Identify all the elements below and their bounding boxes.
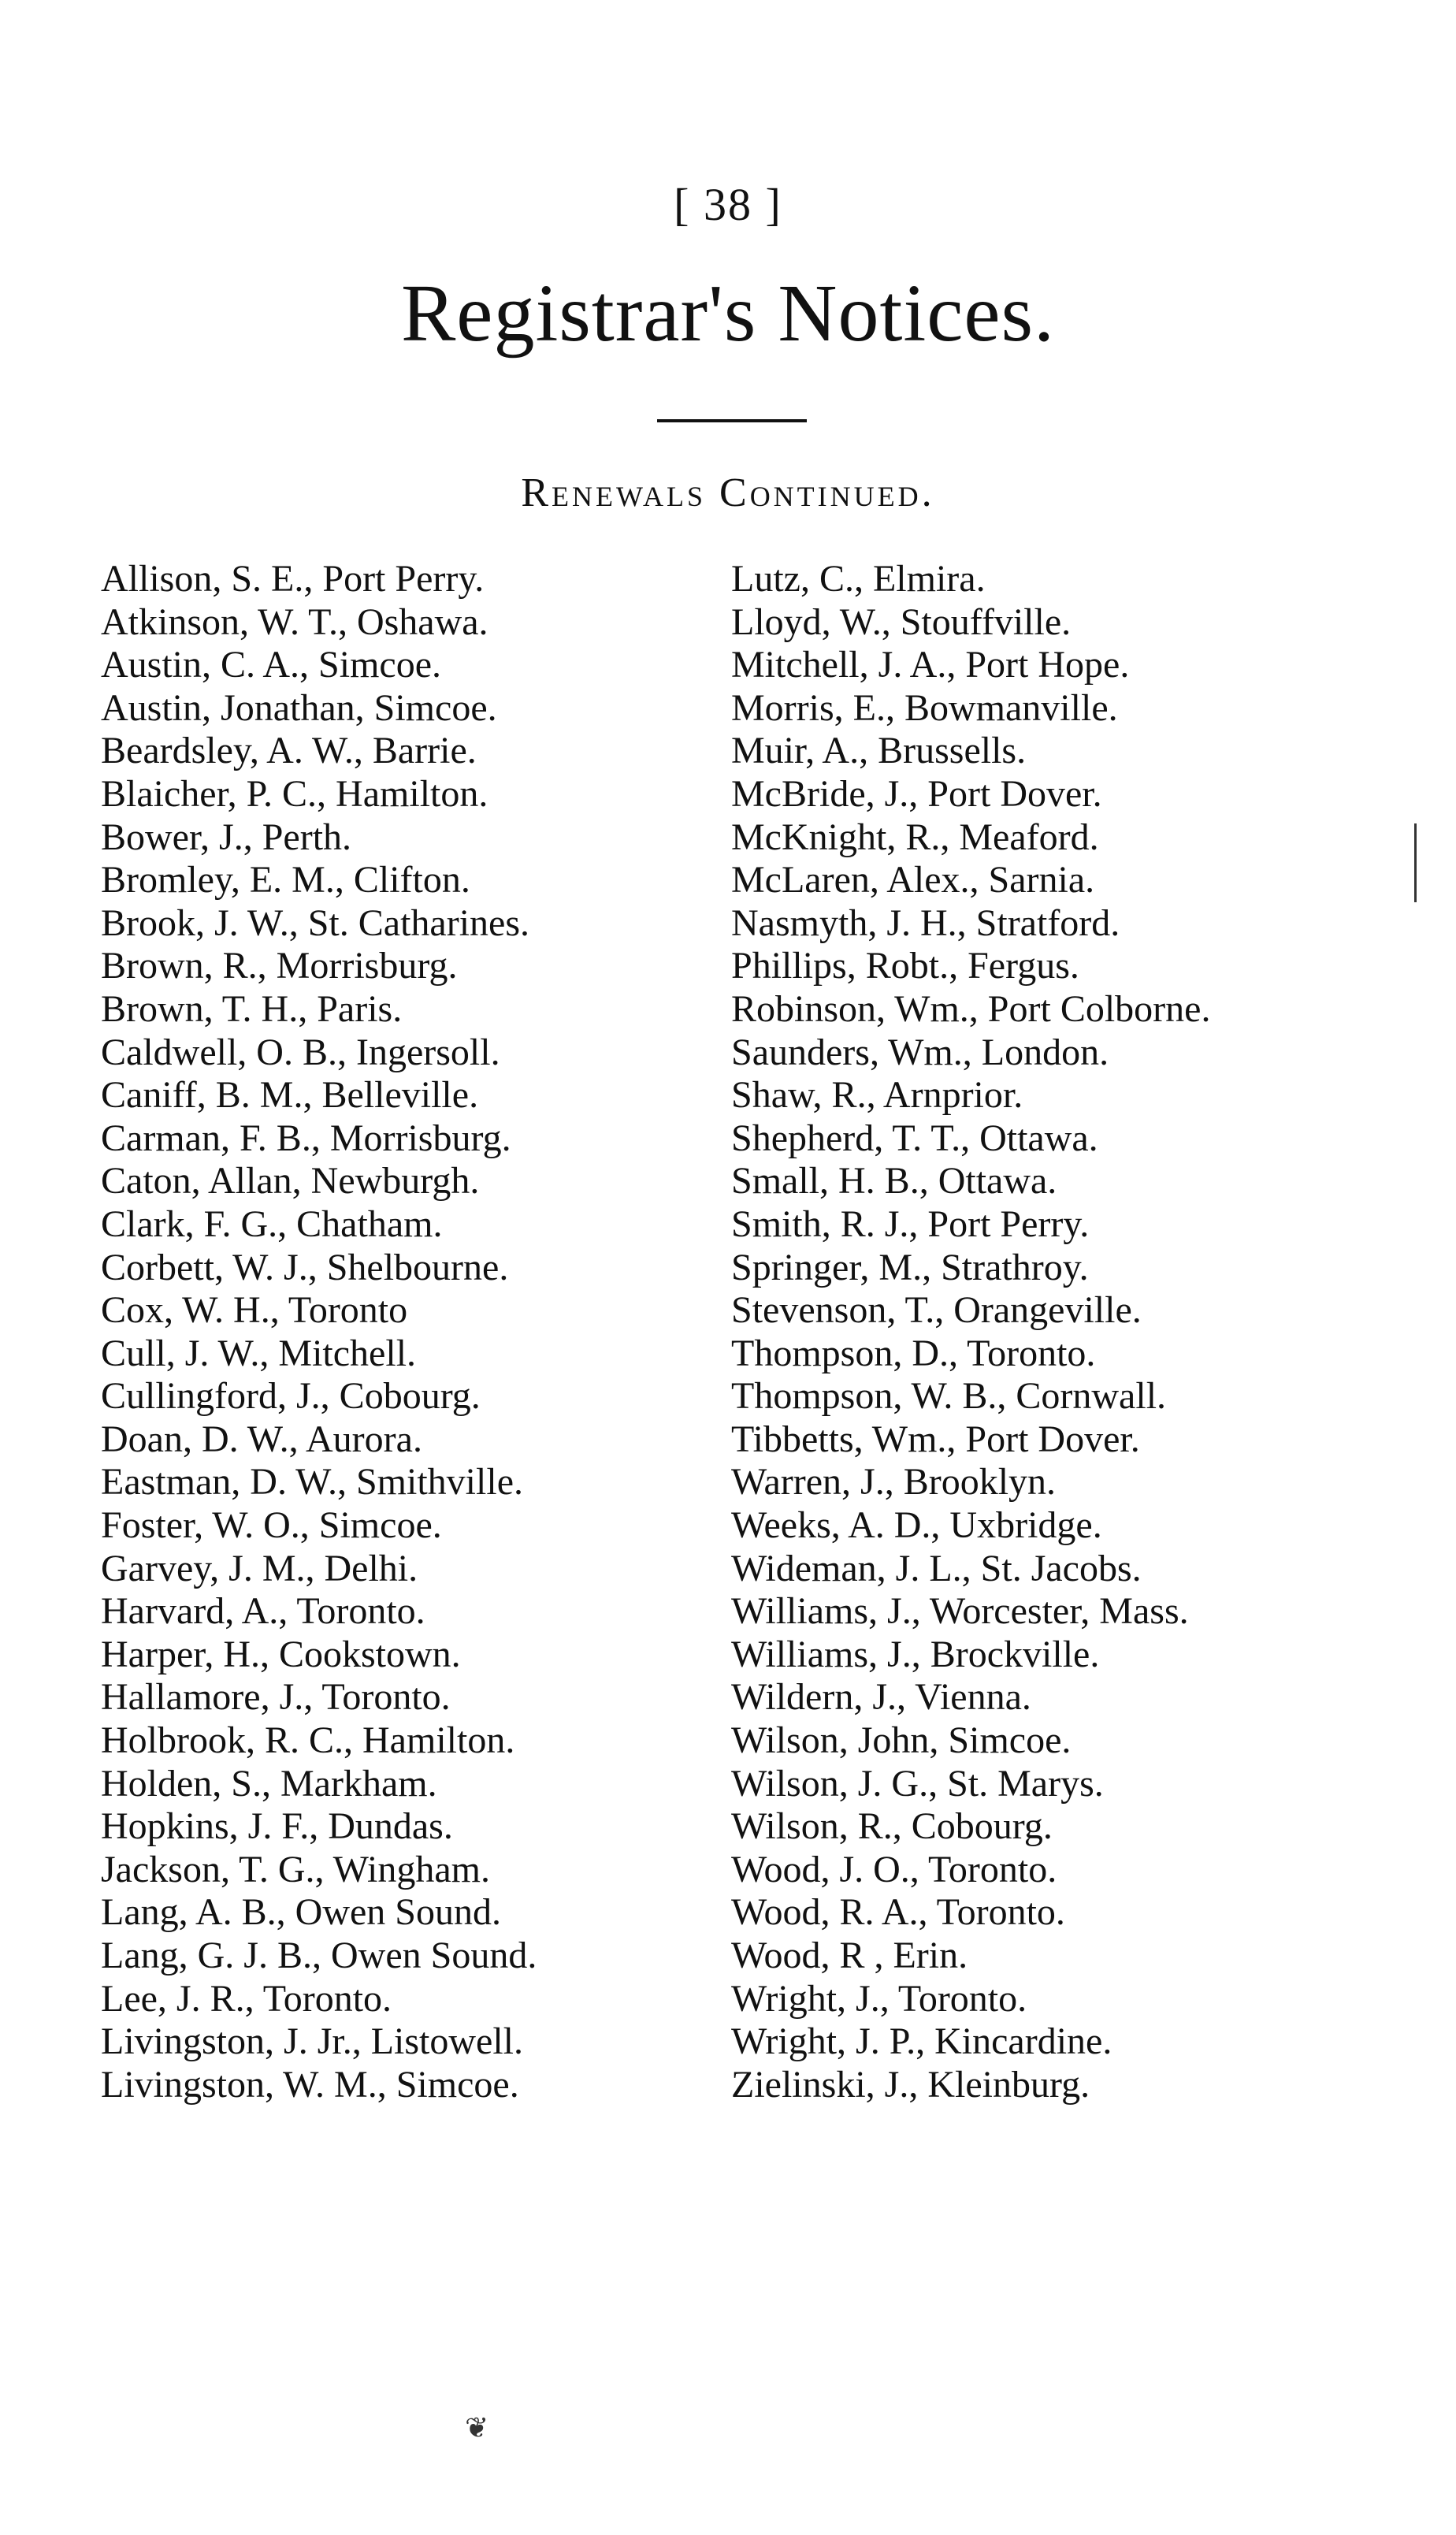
name-entry: Eastman, D. W., Smithville. [101,1461,523,1504]
name-entry: Smith, R. J., Port Perry. [731,1202,1090,1245]
name-entry: Carman, F. B., Morrisburg. [101,1117,511,1159]
fleuron-ornament: ❦ [465,2412,489,2444]
name-entry: Austin, Jonathan, Simcoe. [101,686,497,729]
section-heading: Renewals Continued. [521,470,935,515]
name-entry: Tibbetts, Wm., Port Dover. [731,1418,1140,1460]
name-entry: Robinson, Wm., Port Colborne. [731,987,1211,1030]
name-entry: Bower, J., Perth. [101,816,352,858]
name-entry: Doan, D. W., Aurora. [101,1418,422,1460]
name-entry: Caldwell, O. B., Ingersoll. [101,1031,500,1073]
name-entry: Harvard, A., Toronto. [101,1590,425,1633]
margin-mark [1414,823,1417,902]
page-title: Registrar's Notices. [400,268,1056,359]
name-entry: Stevenson, T., Orangeville. [731,1289,1142,1332]
name-entry: Holbrook, R. C., Hamilton. [101,1719,515,1762]
name-entry: Weeks, A. D., Uxbridge. [731,1504,1102,1547]
name-entry: Holden, S., Markham. [101,1762,437,1805]
name-entry: Saunders, Wm., London. [731,1031,1109,1073]
name-entry: Wood, R. A., Toronto. [731,1891,1065,1934]
name-entry: Thompson, W. B., Cornwall. [731,1375,1167,1418]
name-entry: Thompson, D., Toronto. [731,1332,1096,1374]
name-entry: Wright, J. P., Kincardine. [731,2020,1112,2063]
right-name-column [731,558,1210,2106]
name-entry: Williams, J., Worcester, Mass. [731,1590,1189,1633]
name-entry: Morris, E., Bowmanville. [731,686,1118,729]
name-entry: Livingston, W. M., Simcoe. [101,2063,519,2106]
name-entry: Williams, J., Brockville. [731,1633,1100,1675]
name-entry: Lutz, C., Elmira. [731,558,986,600]
name-entry: Wideman, J. L., St. Jacobs. [731,1547,1142,1589]
name-entry: Wilson, J. G., St. Marys. [731,1762,1104,1805]
left-name-column [101,558,537,2106]
name-entry: Cox, W. H., Toronto [101,1289,408,1332]
name-entry: Phillips, Robt., Fergus. [731,945,1079,987]
name-entry: Muir, A., Brussells. [731,730,1027,772]
name-entry: Shepherd, T. T., Ottawa. [731,1117,1098,1159]
name-entry: Wilson, R., Cobourg. [731,1805,1053,1848]
name-entry: Austin, C. A., Simcoe. [101,644,442,686]
name-entry: McBride, J., Port Dover. [731,772,1102,815]
name-entry: Allison, S. E., Port Perry. [101,558,485,600]
name-entry: Nasmyth, J. H., Stratford. [731,901,1120,944]
name-entry: McLaren, Alex., Sarnia. [731,859,1095,901]
name-entry: Zielinski, J., Kleinburg. [731,2063,1090,2106]
name-entry: Wood, J. O., Toronto. [731,1848,1057,1890]
name-entry: Cullingford, J., Cobourg. [101,1375,481,1418]
name-entry: Wood, R , Erin. [731,1935,968,1976]
name-entry: Wilson, John, Simcoe. [731,1719,1072,1762]
name-entry: Harper, H., Cookstown. [101,1633,461,1675]
name-entry: Brown, T. H., Paris. [101,987,403,1030]
name-entry: Corbett, W. J., Shelbourne. [101,1246,509,1288]
name-entry: Bromley, E. M., Clifton. [101,859,470,901]
title-divider [657,419,807,422]
name-entry: Mitchell, J. A., Port Hope. [731,644,1130,686]
name-entry: Wildern, J., Vienna. [731,1676,1031,1719]
name-entry: Lloyd, W., Stouffville. [731,600,1072,643]
name-entry: Springer, M., Strathroy. [731,1246,1089,1288]
name-entry: McKnight, R., Meaford. [731,816,1099,858]
name-entry: Shaw, R., Arnprior. [731,1074,1023,1117]
name-entry: Jackson, T. G., Wingham. [101,1848,491,1890]
name-entry: Small, H. B., Ottawa. [731,1160,1057,1202]
name-entry: Lang, A. B., Owen Sound. [101,1891,501,1934]
name-entry: Livingston, J. Jr., Listowell. [101,2020,524,2063]
name-entry: Beardsley, A. W., Barrie. [101,730,477,772]
name-entry: Caton, Allan, Newburgh. [101,1160,480,1202]
name-entry: Atkinson, W. T., Oshawa. [101,600,488,643]
name-entry: Wright, J., Toronto. [731,1977,1027,2020]
name-entry: Warren, J., Brooklyn. [731,1461,1057,1504]
name-entry: Brook, J. W., St. Catharines. [101,901,530,944]
name-entry: Garvey, J. M., Delhi. [101,1547,418,1589]
name-entry: Blaicher, P. C., Hamilton. [101,772,488,815]
name-entry: Lang, G. J. B., Owen Sound. [101,1935,537,1976]
page-number: [ 38 ] [674,179,782,230]
name-entry: Clark, F. G., Chatham. [101,1202,443,1245]
name-entry: Lee, J. R., Toronto. [101,1977,392,2020]
name-entry: Brown, R., Morrisburg. [101,945,458,987]
name-entry: Hopkins, J. F., Dundas. [101,1805,453,1848]
name-entry: Cull, J. W., Mitchell. [101,1332,417,1374]
name-entry: Caniff, B. M., Belleville. [101,1074,479,1117]
name-entry: Foster, W. O., Simcoe. [101,1504,442,1547]
name-entry: Hallamore, J., Toronto. [101,1676,451,1719]
